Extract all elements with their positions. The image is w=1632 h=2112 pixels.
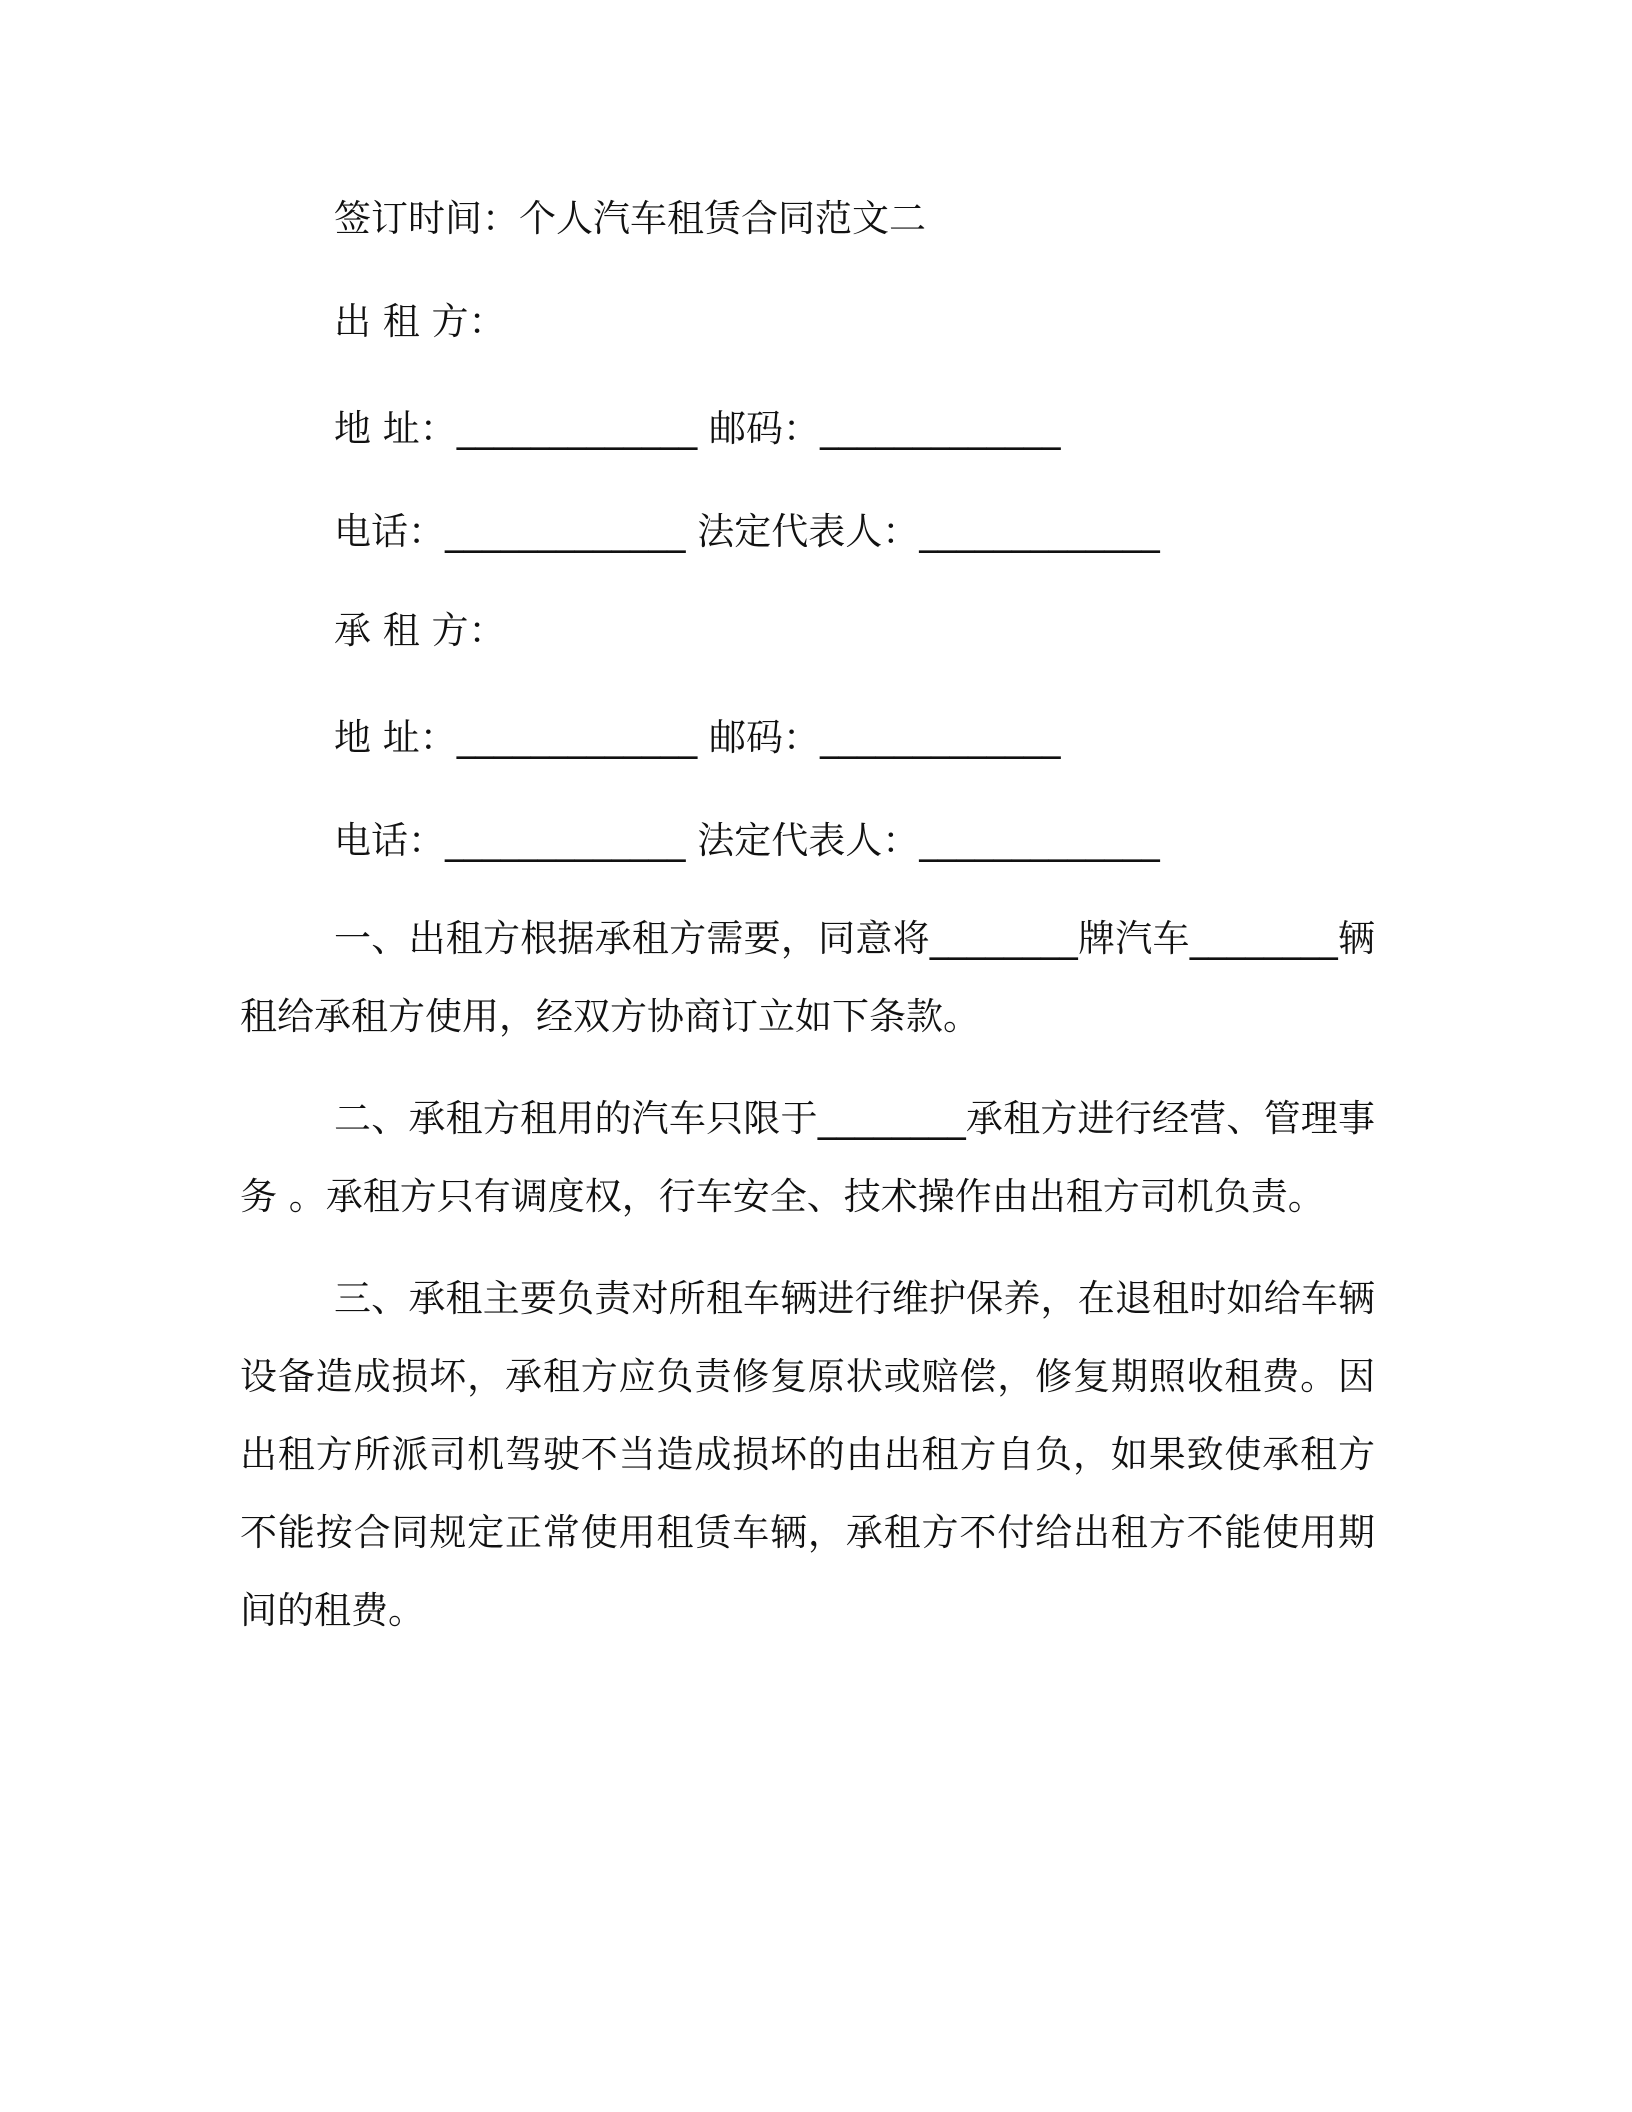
lessor-heading: 出 租 方： bbox=[334, 300, 506, 343]
lessor-address-line: 地 址：_____________ 邮码：_____________ bbox=[334, 407, 1061, 450]
clause-2: 二、承租方租用的汽车只限于________承租方进行经营、管理事务 。承租方只有调度权，行车安全、技术操作由出租方司机负责。 bbox=[240, 1097, 1375, 1218]
lessee-heading: 承 租 方： bbox=[334, 609, 506, 652]
signing-time-line: 签订时间：个人汽车租赁合同范文二 bbox=[334, 197, 926, 240]
lessor-phone-line: 电话：_____________ 法定代表人：_____________ bbox=[334, 510, 1160, 553]
lessee-phone-line: 电话：_____________ 法定代表人：_____________ bbox=[334, 819, 1160, 862]
clause-1: 一、出租方根据承租方需要，同意将________牌汽车________辆租给承租方使用，经双方协商订立如下条款。 bbox=[240, 917, 1375, 1038]
lessee-address-line: 地 址：_____________ 邮码：_____________ bbox=[334, 716, 1061, 759]
clause-3: 三、承租主要负责对所租车辆进行维护保养，在退租时如给车辆设备造成损坏，承租方应负责修复原状或赔偿，修复期照收租费。因出租方所派司机驾驶不当造成损坏的由出租方自负，如果致使承租方不能按合同规定正常使用租赁车辆，承租方不付给出租方不能使用期间的租费。 bbox=[240, 1277, 1375, 1632]
